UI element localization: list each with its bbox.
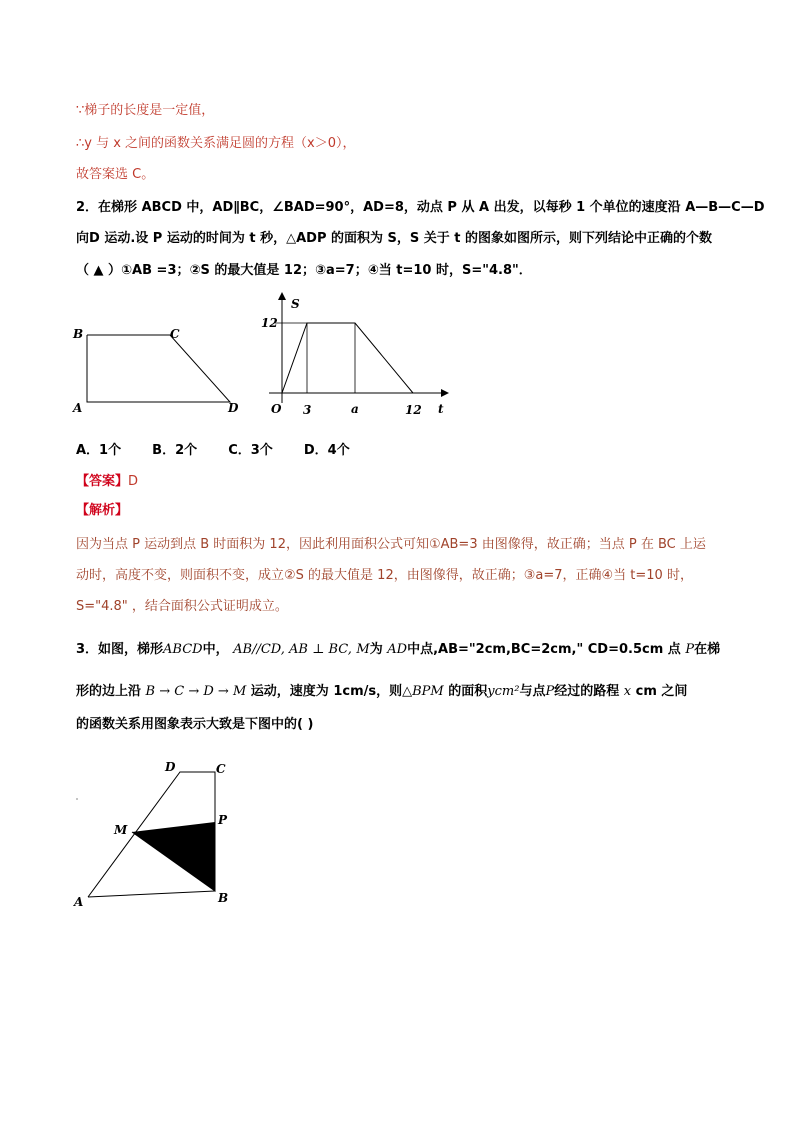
option-a: A．1个 <box>76 443 122 458</box>
q3-text: cm 之间 <box>635 684 688 699</box>
answer-value: D <box>128 474 139 489</box>
prev-solution-line-3: 故答案选 C。 <box>76 167 155 182</box>
base-ab <box>88 891 215 897</box>
q3-math-triangle: △BPM <box>402 684 444 699</box>
y-axis-label: S <box>291 297 300 311</box>
q2-trapezoid-figure <box>70 320 250 420</box>
option-b: B．2个 <box>152 443 198 458</box>
q2-stem-line-3: （ ▲ ）①AB =3；②S 的最大值是 12；③a=7；④当 t=10 时，S="4.8"． <box>76 263 532 278</box>
trapezoid-outline <box>87 335 230 402</box>
q3-text: 与点 <box>519 684 546 699</box>
label-A: A <box>74 895 84 909</box>
q3-math-conditions: AB//CD, AB ⊥ BC, <box>233 642 352 657</box>
q2-stem-line-2: 向D 运动.设 P 运动的时间为 t 秒，△ADP 的面积为 S，S 关于 t 的图象如图所示，则下列结论中正确的个数 <box>76 231 713 246</box>
q3-math-ycm2: ycm² <box>487 684 520 699</box>
label-M: M <box>114 823 128 837</box>
q3-stem-line-2 <box>76 683 687 701</box>
q3-text: 形的边上沿 <box>76 684 142 699</box>
q2-area-graph <box>255 290 455 425</box>
q3-math-p2: P <box>545 684 555 699</box>
q2-analysis-line-1: 因为当点 P 运动到点 B 时面积为 12，因此利用面积公式可知①AB=3 由图像得，故正确；当点 P 在 BC 上运 <box>76 537 706 552</box>
prev-solution-line-1: ∵梯子的长度是一定值， <box>76 103 215 118</box>
label-A: A <box>73 401 83 415</box>
label-C: C <box>216 762 226 776</box>
label-D: D <box>228 401 239 415</box>
y-tick-12: 12 <box>261 316 278 330</box>
label-B: B <box>73 327 84 341</box>
option-d: D．4个 <box>303 443 350 458</box>
q3-text: 中， <box>202 642 229 657</box>
q3-text: 3．如图，梯形 <box>76 642 164 657</box>
q2-analysis-line-2: 动时，高度不变，则面积不变，成立②S 的最大值是 12，由图像得，故正确；③a=7，正确④当 t=10 时， <box>76 568 693 583</box>
q3-math-p: P <box>685 642 695 657</box>
q3-math-ad: AD <box>387 642 408 657</box>
q2-analysis-line-3: S="4.8" ，结合面积公式证明成立。 <box>76 599 288 614</box>
q3-text: 的面积 <box>448 684 488 699</box>
shaded-triangle-bpm <box>132 822 215 891</box>
q3-text: 经过的路程 <box>554 684 620 699</box>
label-C: C <box>170 327 180 341</box>
q2-stem-line-1: 2．在梯形 ABCD 中，AD∥BC，∠BAD=90°，AD=8，动点 P 从 A 出发，以每秒 1 个单位的速度沿 A—B—C—D <box>76 200 765 215</box>
q2-answer-row <box>76 473 138 491</box>
q3-stem-line-3: 的函数关系用图象表示大致是下图中的( ) <box>76 717 314 732</box>
q3-text: 运动，速度为 1cm/s，则 <box>250 684 403 699</box>
q3-math-path: B → C → D → M <box>145 684 247 699</box>
q3-math-abcd: ABCD <box>163 642 203 657</box>
area-curve <box>282 323 413 393</box>
x-tick-3: 3 <box>303 403 312 417</box>
origin-label: O <box>271 402 282 416</box>
prev-solution-line-2: ∴y 与 x 之间的函数关系满足圆的方程（x＞0）， <box>76 136 356 151</box>
q3-text: 为 <box>369 642 383 657</box>
x-tick-12: 12 <box>405 403 422 417</box>
label-B: B <box>218 891 229 905</box>
label-D: D <box>165 760 176 774</box>
option-c: C．3个 <box>228 443 273 458</box>
analysis-tag: 【解析】 <box>76 503 129 518</box>
q3-math-m: M <box>356 642 370 657</box>
q3-trapezoid-figure <box>70 755 240 915</box>
x-tick-a: a <box>351 402 359 416</box>
label-P: P <box>218 813 228 827</box>
answer-tag: 【答案】 <box>76 474 129 489</box>
q3-stem-line-1 <box>76 641 720 659</box>
x-axis-label: t <box>438 402 444 416</box>
q3-text: 在梯 <box>694 642 721 657</box>
q3-text: 中点,AB="2cm,BC=2cm," CD=0.5cm 点 <box>407 642 681 657</box>
q2-analysis-tag-row <box>76 502 128 520</box>
q2-options <box>76 442 350 460</box>
q3-math-x: x <box>623 684 632 699</box>
